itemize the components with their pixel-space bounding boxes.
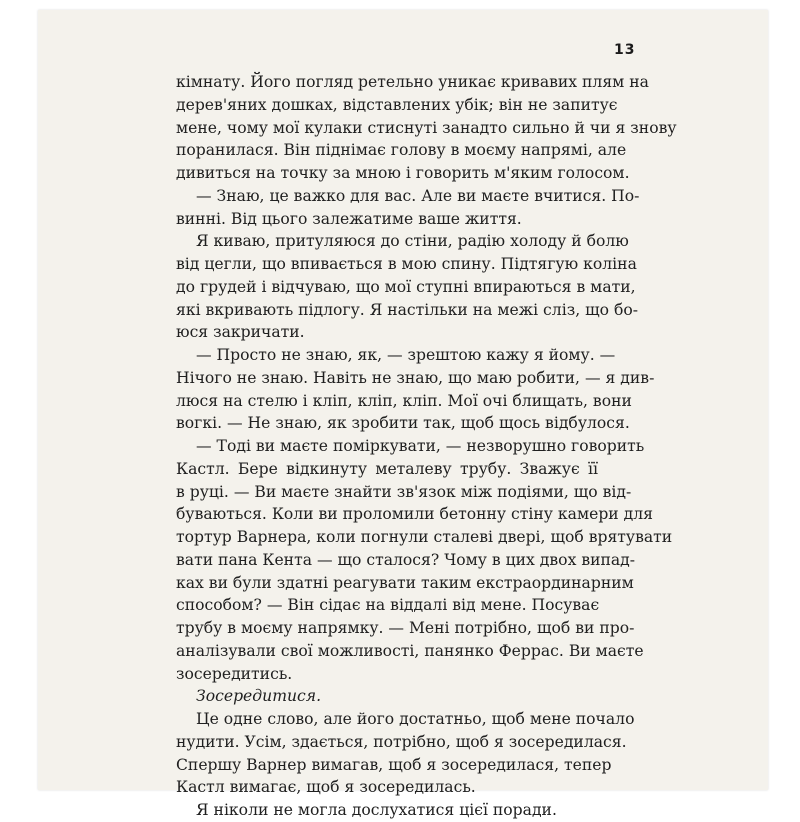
text-line: зосередитись. xyxy=(176,664,293,683)
text-line: нудити. Усім, здається, потрібно, щоб я зосередилася. xyxy=(176,732,627,751)
text-line: Я киваю, притуляюся до стіни, радію холоду й болю xyxy=(196,232,629,251)
text-line: кімнату. Його погляд ретельно уникає кривавих плям на xyxy=(176,73,649,91)
text-line: люся на стелю і кліп, кліп, кліп. Мої очі блищать, вони xyxy=(176,391,632,410)
text-line: трубу в моєму напрямку. — Мені потрібно, щоб ви про- xyxy=(176,619,635,637)
text-line: поранилася. Він піднімає голову в моєму напрямі, але xyxy=(176,141,627,160)
text-line: тортур Варнера, коли погнули сталеві двері, щоб врятувати xyxy=(176,528,673,546)
text-line: способом? — Він сідає на віддалі від мене. Посуває xyxy=(176,596,600,615)
text-line: Спершу Варнер вимагав, щоб я зосередилася, тепер xyxy=(176,755,612,774)
body-text xyxy=(176,71,677,822)
text-line: Нічого не знаю. Навіть не знаю, що маю робити, — я див- xyxy=(176,368,655,387)
text-line: Це одне слово, але його достатньо, щоб мене почало xyxy=(196,710,635,728)
text-line: — Тоді ви маєте поміркувати, — незворушно говорить xyxy=(196,437,645,455)
text-line: мене, чому мої кулаки стиснуті занадто сильно й чи я знову xyxy=(176,118,677,137)
text-line: Я ніколи не могла дослухатися цієї поради. xyxy=(196,801,557,819)
text-line: Зосередитися. xyxy=(196,687,322,706)
page-number: 13 xyxy=(614,42,636,58)
text-line: які вкривають підлогу. Я настільки на межі сліз, що бо- xyxy=(176,300,638,319)
text-line: — Просто не знаю, як, — зрештою кажу я йому. — xyxy=(196,346,616,364)
text-line: аналізували свої можливості, панянко Феррас. Ви маєте xyxy=(176,641,644,660)
text-line: Кастл вимагає, щоб я зосередилась. xyxy=(176,778,476,797)
text-line: вати пана Кента — що сталося? Чому в цих двох випад- xyxy=(176,550,636,569)
text-line: від цегли, що впивається в мою спину. Підтягую коліна xyxy=(176,255,637,273)
text-line: в руці. — Ви маєте знайти зв'язок між подіями, що від- xyxy=(176,482,632,501)
text-line: винні. Від цього залежатиме ваше життя. xyxy=(176,209,522,228)
text-line: дерев'яних дошках, відставлених убік; він не запитує xyxy=(176,95,618,114)
text-line: дивиться на точку за мною і говорить м'яким голосом. xyxy=(176,164,630,182)
text-line: буваються. Коли ви проломили бетонну стіну камери для xyxy=(176,505,653,524)
text-line: вогкі. — Не знаю, як зробити так, щоб щось відбулося. xyxy=(176,414,630,433)
text-line: юся закричати. xyxy=(176,323,305,342)
text-line: до грудей і відчуваю, що мої ступні впираються в мати, xyxy=(176,277,636,296)
text-line: ках ви були здатні реагувати таким екстраординарним xyxy=(176,573,634,592)
text-line: Кастл. Бере відкинуту металеву трубу. Зважує її xyxy=(176,459,598,478)
text-line: — Знаю, це важко для вас. Але ви маєте вчитися. По- xyxy=(196,186,640,205)
